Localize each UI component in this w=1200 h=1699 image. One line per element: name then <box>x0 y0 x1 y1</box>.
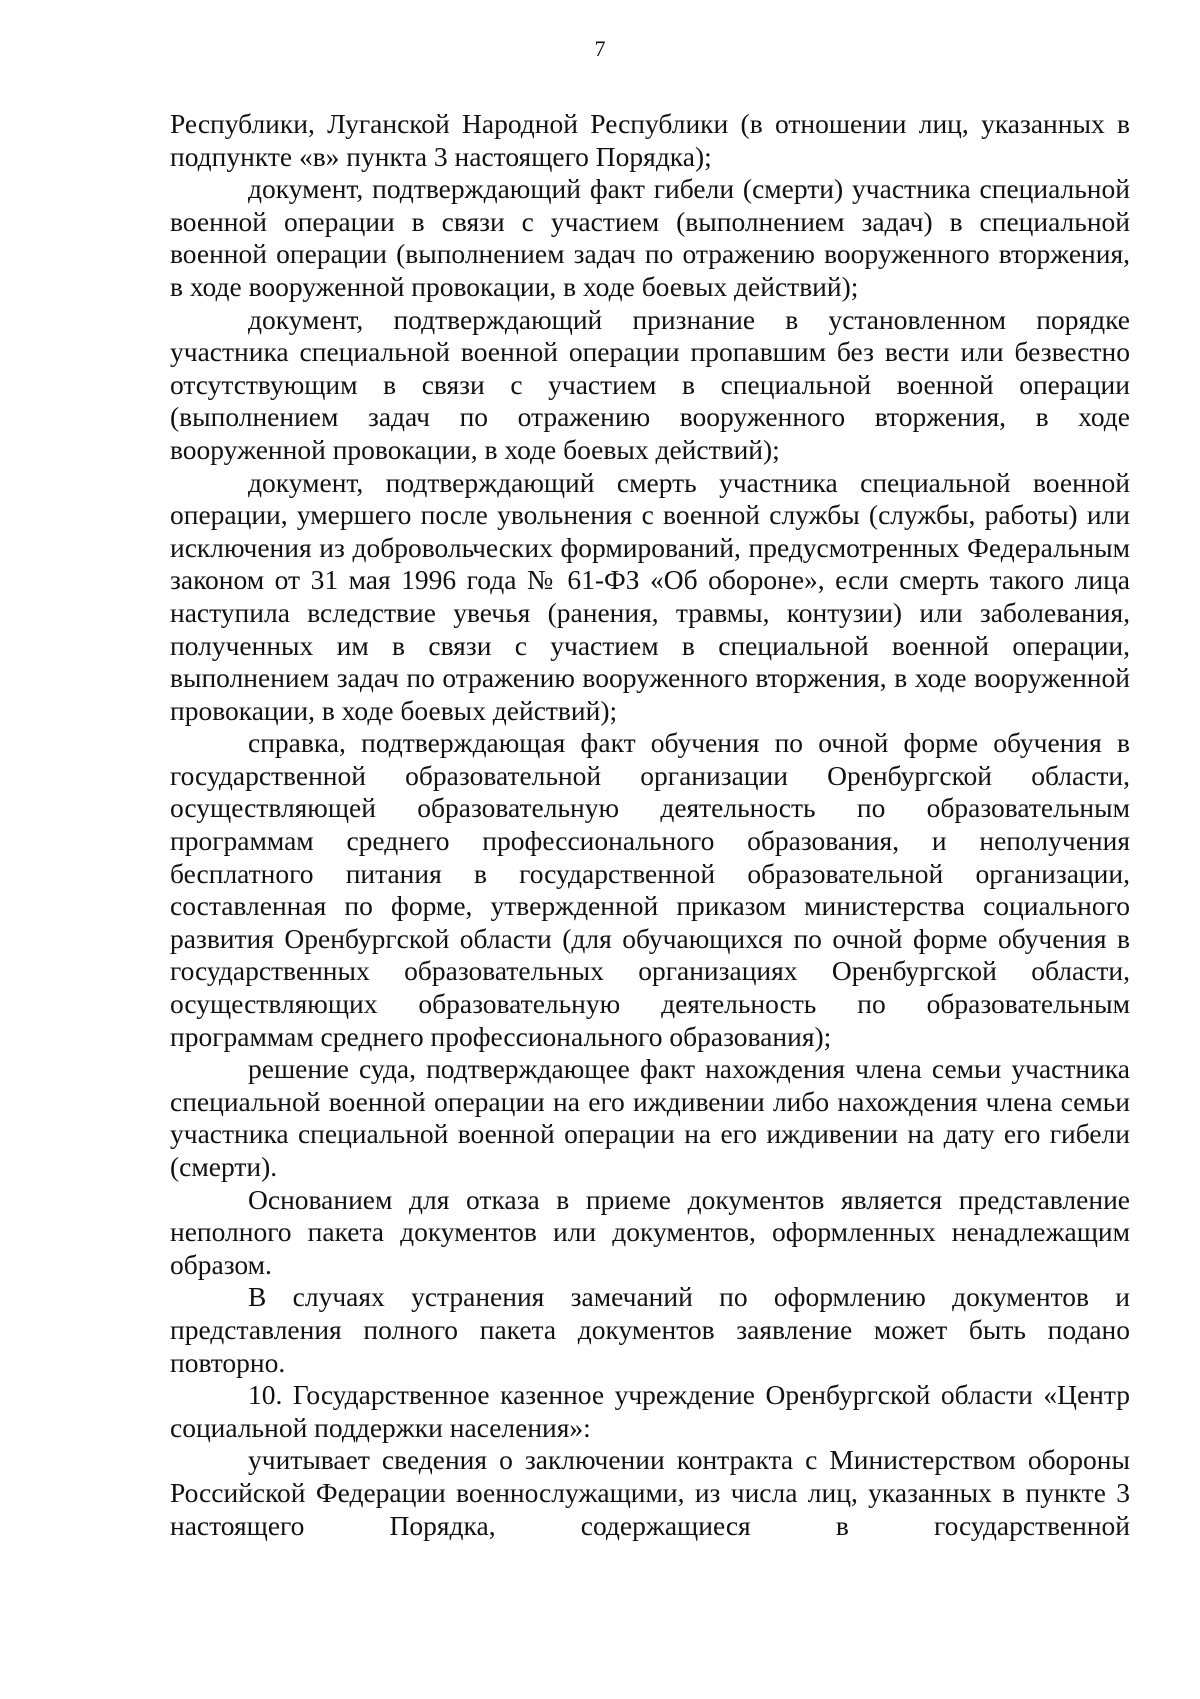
paragraph-court-decision: решение суда, подтверждающее факт нахождения члена семьи участника специальной военной операции на его иждивении либо нахождения члена семьи участника специальной военной операции на его иждивении на дату его гибели (смерти). <box>170 1053 1130 1182</box>
paragraph-continuation: Республики, Луганской Народной Республики (в отношении лиц, указанных в подпункте «в» пункта 3 настоящего Порядка); <box>170 108 1130 172</box>
paragraph-study-certificate: справка, подтверждающая факт обучения по очной форме обучения в государственной образовательной организации Оренбургской области, осуществляющей образовательную деятельность по образовательным программам среднего профессионального образования, и неполучения бесплатного питания в государственной образовательной организации, составленная по форме, утвержденной приказом министерства социального развития Оренбургской области (для обучающихся по очной форме обучения в государственных образовательных организациях Оренбургской области, осуществляющих образовательную деятельность по образовательным программам среднего профессионального образования); <box>170 727 1130 1052</box>
paragraph-contract-info: учитывает сведения о заключении контракта с Министерством обороны Российской Федерации военнослужащими, из числа лиц, указанных в пункте 3 настоящего Порядка, содержащиеся в государственной <box>170 1444 1130 1541</box>
paragraph-missing-document: документ, подтверждающий признание в установленном порядке участника специальной военной операции пропавшим без вести или безвестно отсутствующим в связи с участием в специальной военной операции (выполнением задач по отражению вооруженного вторжения, в ходе вооруженной провокации, в ходе боевых действий); <box>170 303 1130 465</box>
paragraph-item-10: 10. Государственное казенное учреждение Оренбургской области «Центр социальной поддержки населения»: <box>170 1379 1130 1443</box>
paragraph-death-after-discharge-document: документ, подтверждающий смерть участника специальной военной операции, умершего после увольнения с военной службы (службы, работы) или исключения из добровольческих формирований, предусмотренных Федеральным законом от 31 мая 1996 года № 61-ФЗ «Об обороне», если смерть такого лица наступила вследствие увечья (ранения, травмы, контузии) или заболевания, полученных им в связи с участием в специальной военной операции, выполнением задач по отражению вооруженного вторжения, в ходе вооруженной провокации, в ходе боевых действий); <box>170 466 1130 726</box>
document-body <box>170 108 1130 1542</box>
page-number: 7 <box>594 36 606 61</box>
paragraph-death-document: документ, подтверждающий факт гибели (смерти) участника специальной военной операции в связи с участием (выполнением задач) в специальной военной операции (выполнением задач по отражению вооруженного вторжения, в ходе вооруженной провокации, в ходе боевых действий); <box>170 173 1130 302</box>
paragraph-refusal-grounds: Основанием для отказа в приеме документов является представление неполного пакета документов или документов, оформленных ненадлежащим образом. <box>170 1183 1130 1280</box>
paragraph-resubmission: В случаях устранения замечаний по оформлению документов и представления полного пакета документов заявление может быть подано повторно. <box>170 1281 1130 1378</box>
